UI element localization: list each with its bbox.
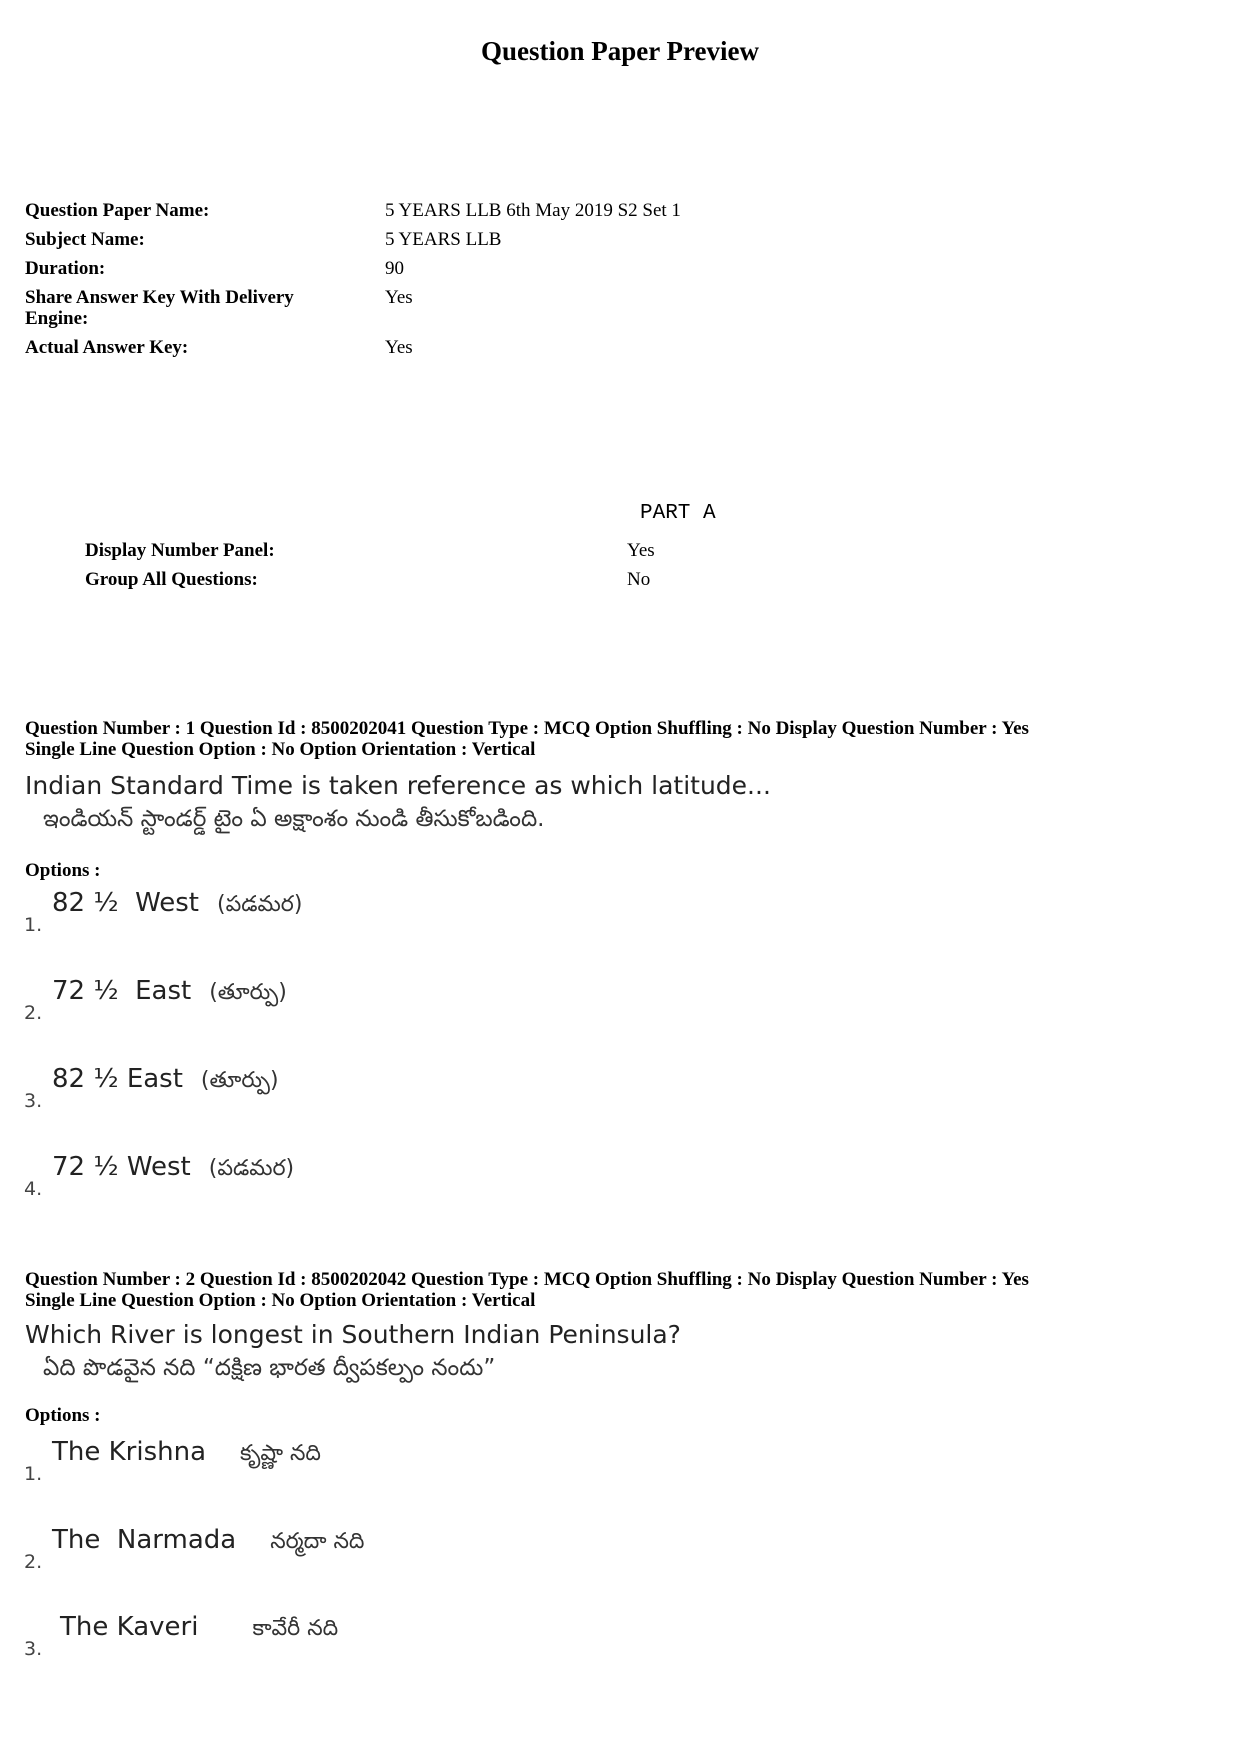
meta-row-actual-key <box>25 337 681 366</box>
paper-meta-table <box>25 200 681 366</box>
meta-row-paper-name <box>25 200 681 229</box>
meta-row-share-key <box>25 287 681 337</box>
question-1-option-3[interactable] <box>22 1064 622 1124</box>
question-2-text-te: ఏది పొడవైన నది “దక్షిణ భారత ద్వీపకల్పం నందు” <box>43 1355 496 1381</box>
question-2-options-label: Options : <box>25 1405 101 1426</box>
option-text-te: కావేరీ నది <box>252 1616 339 1641</box>
part-settings-table <box>85 540 655 598</box>
display-panel-label: Display Number Panel: <box>85 540 275 561</box>
part-row-display-panel <box>85 540 655 569</box>
question-2-option-3[interactable] <box>22 1612 622 1672</box>
option-text-en: 72 ½ West <box>52 1152 191 1182</box>
option-number: 3. <box>24 1090 43 1112</box>
option-text-en: The Narmada <box>52 1525 237 1555</box>
question-2-text-en: Which River is longest in Southern Indian Peninsula? <box>25 1320 681 1349</box>
option-number: 1. <box>24 1463 43 1485</box>
question-1-header-line2: Single Line Question Option : No Option Orientation : Vertical <box>25 739 536 760</box>
option-text-te: (తూర్పు) <box>209 980 287 1005</box>
group-value: No <box>627 569 651 590</box>
option-text <box>52 1064 279 1098</box>
option-text-en: 82 ½ West <box>52 888 199 918</box>
question-1-option-1[interactable] <box>22 888 622 948</box>
actual-key-label: Actual Answer Key: <box>25 337 189 358</box>
option-number: 2. <box>24 1002 43 1024</box>
option-text-te: (పడమర) <box>217 892 303 917</box>
option-text-en: The Krishna <box>52 1437 207 1467</box>
question-1-options-label: Options : <box>25 860 101 881</box>
subject-value: 5 YEARS LLB <box>385 229 502 250</box>
part-title: PART A <box>640 502 716 525</box>
option-text-en: The Kaveri <box>60 1612 199 1642</box>
option-text-te: (తూర్పు) <box>200 1068 279 1093</box>
subject-label: Subject Name: <box>25 229 145 250</box>
duration-value: 90 <box>385 258 404 279</box>
paper-name-label: Question Paper Name: <box>25 200 210 221</box>
option-text-te: కృష్ణా నది <box>240 1441 321 1466</box>
question-2-header-line2: Single Line Question Option : No Option Orientation : Vertical <box>25 1290 536 1311</box>
question-1-text-en: Indian Standard Time is taken reference as which latitude... <box>25 771 771 800</box>
question-2-text <box>25 1318 681 1384</box>
question-1-header-line1: Question Number : 1 Question Id : 8500202041 Question Type : MCQ Option Shuffling : No Display Question Number : Yes <box>25 718 1029 739</box>
option-text-en: 82 ½ East <box>52 1064 183 1094</box>
meta-row-subject <box>25 229 681 258</box>
option-number: 2. <box>24 1551 43 1573</box>
share-key-label <box>25 287 385 337</box>
option-text-te: (పడమర) <box>208 1156 295 1181</box>
actual-key-value: Yes <box>385 337 413 358</box>
question-1-text-te: ఇండియన్ స్టాండర్డ్ టైం ఏ అక్షాంశం నుండి తీసుకోబడింది. <box>43 806 545 832</box>
option-text <box>52 1152 294 1186</box>
option-number: 4. <box>24 1178 43 1200</box>
option-number: 3. <box>24 1638 43 1660</box>
question-2-option-1[interactable] <box>22 1437 622 1497</box>
option-text <box>60 1612 338 1646</box>
paper-name-value: 5 YEARS LLB 6th May 2019 S2 Set 1 <box>385 200 681 221</box>
option-text <box>52 976 287 1010</box>
option-text <box>52 1525 364 1559</box>
meta-row-duration <box>25 258 681 287</box>
question-1-option-4[interactable] <box>22 1152 622 1212</box>
question-2-header-line1: Question Number : 2 Question Id : 8500202042 Question Type : MCQ Option Shuffling : No Display Question Number : Yes <box>25 1269 1029 1290</box>
option-text-te: నర్మదా నది <box>270 1529 365 1554</box>
duration-label: Duration: <box>25 258 106 279</box>
question-1-option-2[interactable] <box>22 976 622 1036</box>
option-number: 1. <box>24 914 43 936</box>
question-1-text <box>25 769 771 835</box>
question-2-option-2[interactable] <box>22 1525 622 1585</box>
part-row-group <box>85 569 655 598</box>
share-key-value: Yes <box>385 287 413 308</box>
share-key-label-text: Share Answer Key With Delivery Engine: <box>25 287 294 329</box>
option-text <box>52 888 302 922</box>
display-panel-value: Yes <box>627 540 655 561</box>
group-label: Group All Questions: <box>85 569 258 590</box>
option-text <box>52 1437 321 1471</box>
page-title: Question Paper Preview <box>481 36 759 66</box>
question-1-header <box>25 718 1029 760</box>
question-2-header <box>25 1269 1029 1311</box>
option-text-en: 72 ½ East <box>52 976 192 1006</box>
